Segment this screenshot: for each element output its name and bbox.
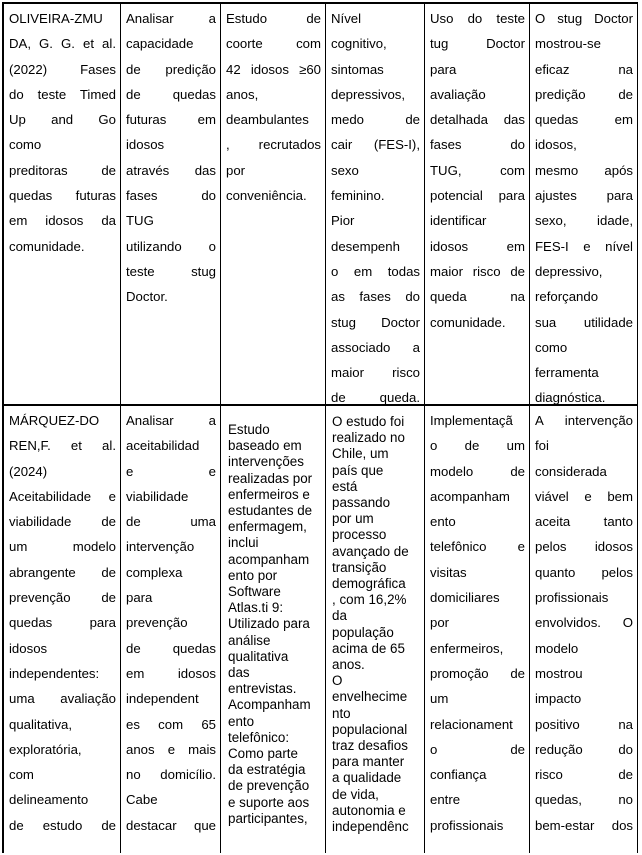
table-cell-objective: Analisar a aceitabilidad e e viabilidade de uma intervenção complexa para prevenção de quedas em idosos independent es com 65 anos e mais no domicílio. Cabe destacar que	[126, 413, 216, 833]
table-cell-method: Estudo de coorte com 42 idosos ≥60 anos, deambulantes , recrutados por conveniência.	[226, 11, 321, 204]
table-cell-objective: Analisar a capacidade de predição de quedas futuras em idosos através das fases do TUG utilizando o teste stug Doctor.	[126, 11, 216, 305]
table-cell-method: Estudo baseado em intervenções realizadas por enfermeiros e estudantes de enfermagem, inclui acompanham ento por Software Atlas.ti 9: Utilizado para análise qualitativa das entrevistas. Acompanham ento telefônico: Como parte da estratégia de prevenção e suporte aos participantes,	[228, 422, 313, 826]
table-cell-reference: OLIVEIRA-ZMU DA, G. G. et al. (2022) Fases do teste Timed Up and Go como preditoras de quedas futuras em idosos da comunidade.	[9, 11, 116, 254]
column-divider	[424, 2, 426, 853]
table-border-left	[2, 2, 4, 853]
table-border-right	[637, 2, 639, 853]
column-divider	[120, 2, 122, 853]
literature-table	[2, 2, 638, 853]
column-divider	[220, 2, 222, 853]
table-cell-findings: O estudo foi realizado no Chile, um país que está passando por um processo avançado de transição demográfica , com 16,2% da população acima de 65 anos. O envelhecime nto populacional traz desafios para manter a qualidade de vida, autonomia e independênc	[332, 414, 409, 835]
column-divider	[325, 2, 327, 853]
table-cell-findings: Nível cognitivo, sintomas depressivos, medo de cair (FES-I), sexo feminino. Pior desempenh o em todas as fases do stug Doctor associado a maior risco de queda.	[331, 11, 420, 406]
column-divider	[529, 2, 531, 853]
table-cell-conclusion: O stug Doctor mostrou-se eficaz na predição de quedas em idosos, mesmo após ajustes para sexo, idade, FES-I e nível depressivo, reforçando sua utilidade como ferramenta diagnóstica.	[535, 11, 633, 406]
table-border-top	[2, 2, 638, 4]
table-cell-intervention: Implementaçã o de um modelo de acompanham ento telefônico e visitas domiciliares por enfermeiros, promoção de um relacionament o de confiança entre profissionais	[430, 413, 525, 833]
table-cell-intervention: Uso do teste tug Doctor para avaliação detalhada das fases do TUG, com potencial para identificar idosos em maior risco de queda na comunidade.	[430, 11, 525, 330]
table-cell-reference: MÁRQUEZ-DO REN,F. et al. (2024) Aceitabilidade e viabilidade de um modelo abrangente de prevenção de quedas para idosos independentes: uma avaliação qualitativa, exploratória, com delineamento de estudo de	[9, 413, 116, 833]
table-cell-conclusion: A intervenção foi considerada viável e bem aceita tanto pelos idosos quanto pelos profissionais envolvidos. O modelo mostrou impacto positivo na redução do risco de quedas, no bem-estar dos	[535, 413, 633, 833]
